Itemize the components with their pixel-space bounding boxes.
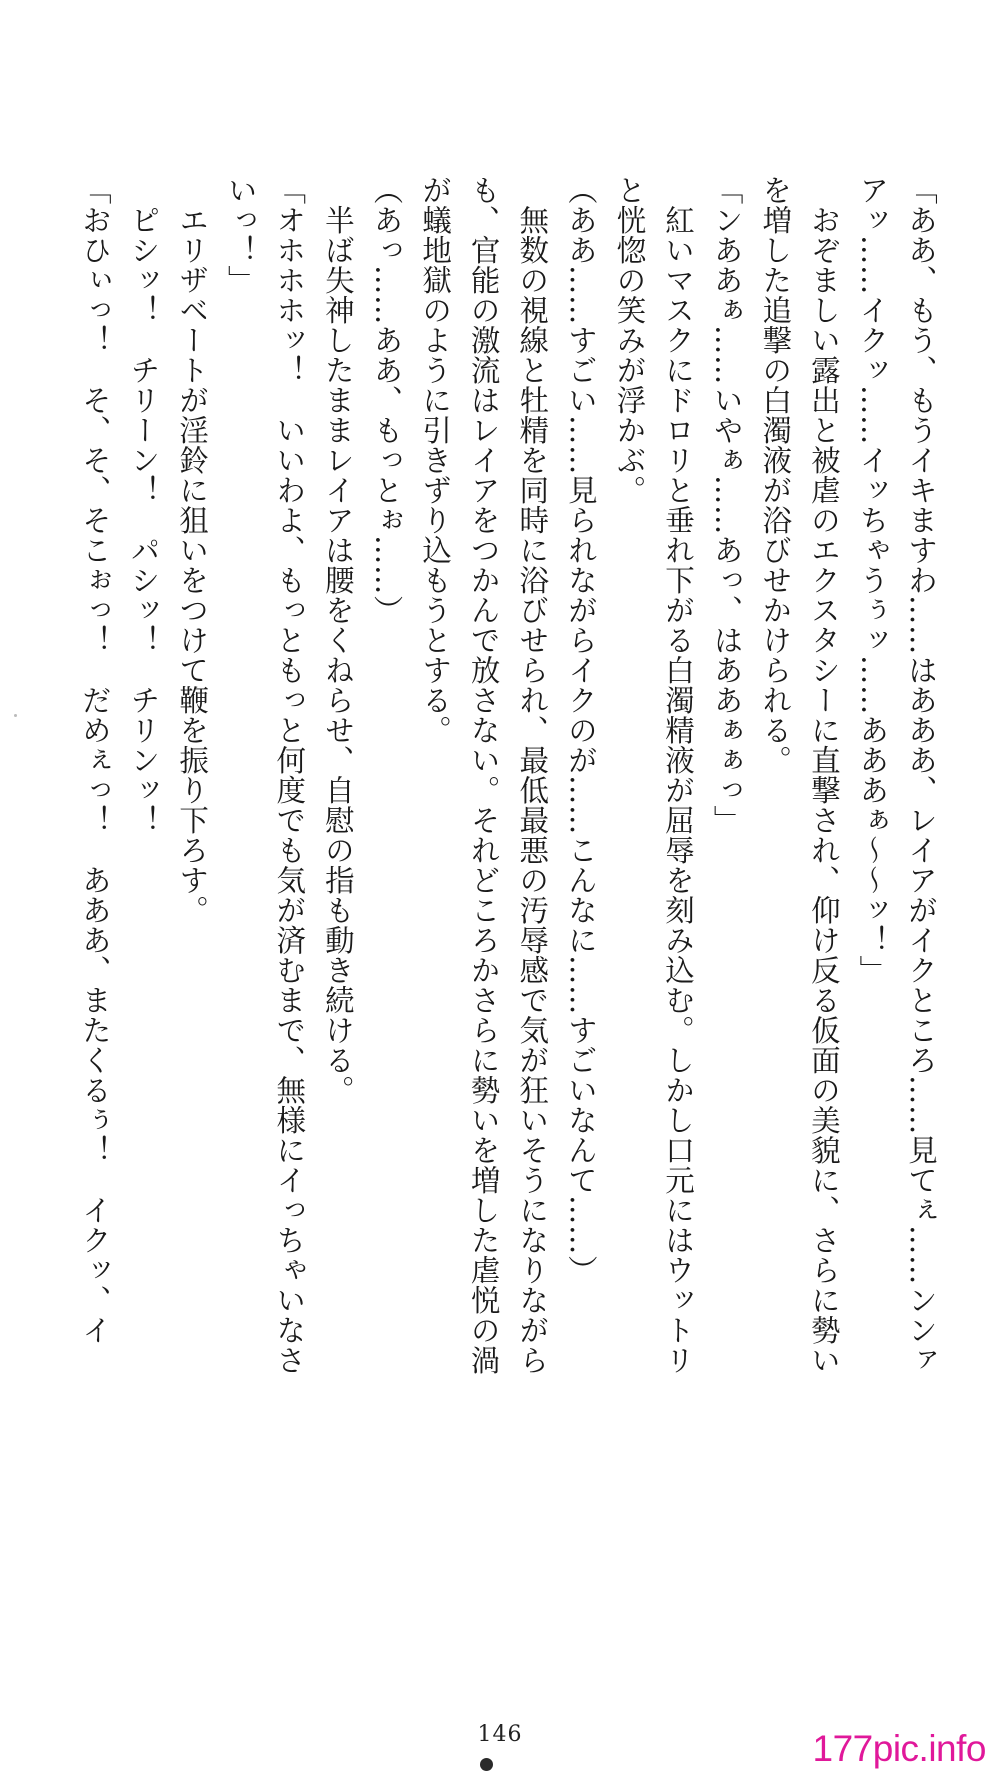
page-dot-ornament	[480, 1758, 493, 1771]
site-watermark: 177pic.info	[812, 1728, 986, 1769]
text-line: エリザベートが淫鈴に狙いをつけて鞭を振り下ろす。	[175, 175, 210, 925]
paper-speck	[14, 714, 17, 717]
text-line: 「おひぃっ！ そ、そ、そこぉっ！ だめぇっ！ あああ、またくるぅ！ イクッ、イ	[77, 175, 112, 1345]
text-line: を増した追撃の白濁液が浴びせかけられる。	[758, 175, 793, 775]
text-line: いっ！」	[223, 175, 258, 295]
text-line: 「ああ、もう、もうイキますわ……はあああ、レイアがイクところ……見てぇ……ンンァ	[904, 175, 938, 1375]
text-line: 「オホホホッ！ いいわよ、もっともっと何度でも気が済むまで、無様にイっちゃいなさ	[272, 175, 307, 1375]
text-line: 紅いマスクにドロリと垂れ下がる白濁精液が屈辱を刻み込む。しかし口元にはウットリ	[661, 175, 696, 1375]
text-line: 無数の視線と牡精を同時に浴びせられ、最低最悪の汚辱感で気が狂いそうになりながら	[515, 175, 550, 1375]
text-line: 「ンああぁ……いやぁ……あっ、はああぁぁっ」	[709, 175, 744, 835]
text-line: 半ば失神したままレイアは腰をくねらせ、自慰の指も動き続ける。	[320, 175, 355, 1105]
text-line: （あっ……ああ、もっとぉ……）	[369, 175, 404, 625]
page-number: 146	[477, 1722, 523, 1747]
vertical-text-body	[45, 175, 945, 1475]
text-line: が蟻地獄のように引きずり込もうとする。	[418, 175, 453, 745]
text-line: アッ……イクッ……イッちゃうぅッ……あああぁ〜〜ッ！」	[855, 175, 890, 985]
text-line: （ああ……すごい……見られながらイクのが……こんなに……すごいなんて……）	[563, 175, 598, 1285]
text-line: おぞましい露出と被虐のエクスタシーに直撃され、仰け反る仮面の美貌に、さらに勢い	[806, 175, 841, 1375]
text-line: と恍惚の笑みが浮かぶ。	[612, 175, 647, 505]
text-line: ピシッ！ チリーン！ パシッ！ チリンッ！	[126, 175, 161, 835]
text-line: も、官能の激流はレイアをつかんで放さない。それどころかさらに勢いを増した虐悦の渦	[466, 175, 501, 1375]
